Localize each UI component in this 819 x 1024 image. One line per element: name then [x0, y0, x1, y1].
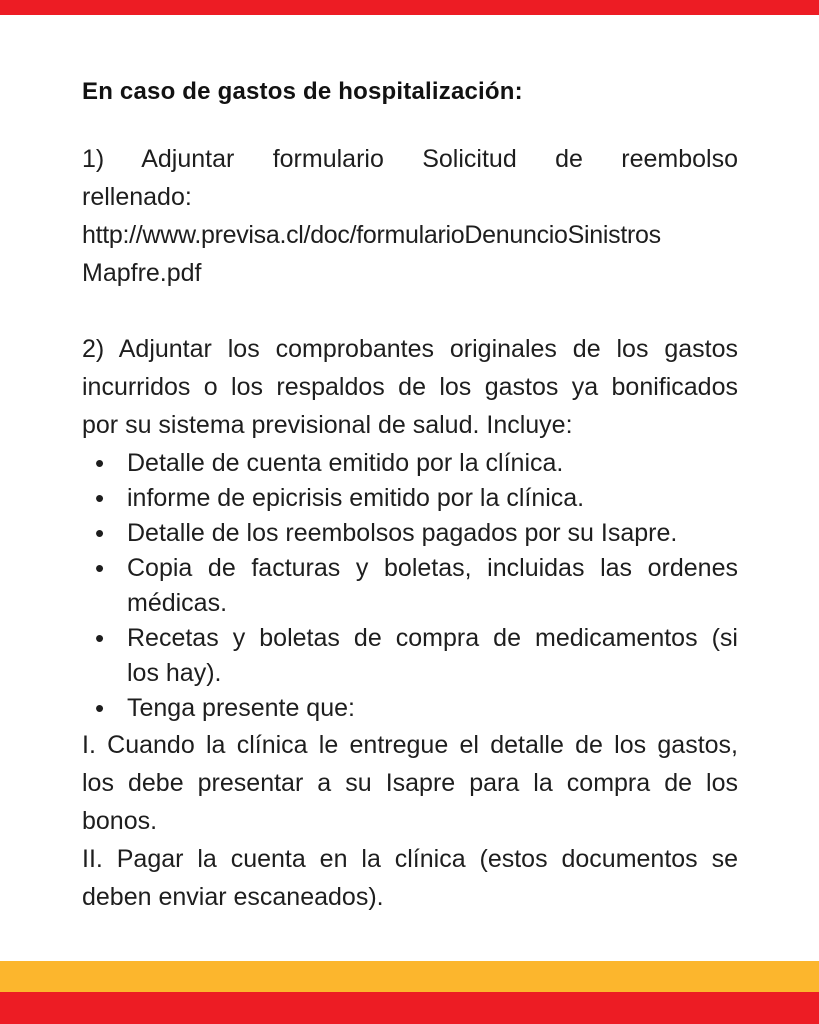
list-item-text: los hay).	[127, 659, 222, 687]
required-documents-list	[82, 446, 738, 726]
document-title: En caso de gastos de hospitalización:	[82, 78, 523, 105]
paragraph-line: 1) Adjuntar formulario Solicitud de reembolso	[82, 145, 738, 173]
list-item-text: Detalle de cuenta emitido por la clínica.	[127, 449, 564, 477]
note-line: los debe presentar a su Isapre para la compra de los	[82, 769, 738, 797]
note-line: I. Cuando la clínica le entregue el detalle de los gastos,	[82, 731, 738, 759]
reimbursement-form-paragraph	[82, 140, 738, 292]
bullet-icon: •	[95, 553, 105, 583]
list-item	[82, 481, 738, 516]
paragraph-line: incurridos o los respaldos de los gastos ya bonificados	[82, 373, 738, 401]
list-item-text: Detalle de los reembolsos pagados por su Isapre.	[127, 519, 678, 547]
footer-yellow-bar	[0, 961, 819, 992]
list-item-text: médicas.	[127, 589, 228, 617]
note-line: bonos.	[82, 807, 158, 835]
list-item	[82, 621, 738, 691]
list-item-text: Tenga presente que:	[127, 694, 355, 722]
note-line: II. Pagar la cuenta en la clínica (estos documentos se	[82, 845, 738, 873]
bullet-icon: •	[95, 483, 105, 513]
receipts-paragraph	[82, 330, 738, 444]
form-url-text: http://www.previsa.cl/doc/formularioDenuncioSinistros	[82, 221, 661, 249]
footer-red-bar	[0, 992, 819, 1024]
notes-paragraph	[82, 726, 738, 916]
paragraph-line: rellenado:	[82, 183, 192, 211]
list-item-text: Recetas y boletas de compra de medicamentos (si	[127, 624, 738, 652]
bullet-icon: •	[95, 693, 105, 723]
list-item	[82, 691, 738, 726]
paragraph-line: por su sistema previsional de salud. Incluye:	[82, 411, 573, 439]
paragraph-line: 2) Adjuntar los comprobantes originales de los gastos	[82, 335, 738, 363]
list-item	[82, 551, 738, 621]
bullet-icon: •	[95, 448, 105, 478]
list-item-text: Copia de facturas y boletas, incluidas las ordenes	[127, 554, 738, 582]
note-line: deben enviar escaneados).	[82, 883, 384, 911]
list-item-text: informe de epicrisis emitido por la clínica.	[127, 484, 585, 512]
list-item	[82, 446, 738, 481]
form-url-filename: Mapfre.pdf	[82, 259, 202, 287]
bullet-icon: •	[95, 518, 105, 548]
list-item	[82, 516, 738, 551]
document-body	[82, 0, 738, 916]
bullet-icon: •	[95, 623, 105, 653]
